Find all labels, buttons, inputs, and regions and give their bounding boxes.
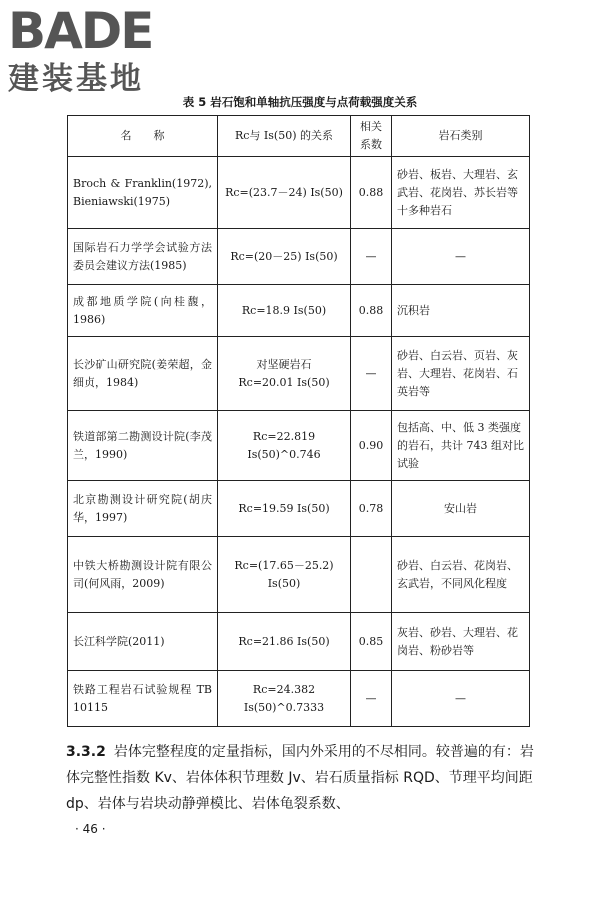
cell-name: 成都地质学院(向桂馥，1986) bbox=[68, 285, 218, 337]
cell-relation: Rc=(17.65－25.2) Is(50) bbox=[218, 537, 351, 613]
cell-coef: 0.78 bbox=[351, 481, 392, 537]
logo-chinese: 建装基地 bbox=[8, 61, 144, 97]
bade-logo bbox=[8, 2, 178, 97]
cell-name: 长沙矿山研究院(姜荣超，金细贞，1984) bbox=[68, 337, 218, 411]
table-row bbox=[68, 157, 530, 229]
cell-rock: 安山岩 bbox=[392, 481, 530, 537]
table-row bbox=[68, 411, 530, 481]
cell-relation-group bbox=[218, 337, 351, 411]
cell-relation: Rc=(20－25) Is(50) bbox=[218, 229, 351, 285]
cell-name: 中铁大桥勘测设计院有限公司(何风雨，2009) bbox=[68, 537, 218, 613]
table-row bbox=[68, 229, 530, 285]
cell-relation: Rc=18.9 Is(50) bbox=[218, 285, 351, 337]
cell-coef: 0.85 bbox=[351, 613, 392, 671]
page-number: · 46 · bbox=[75, 822, 106, 836]
strength-relation-table bbox=[67, 115, 530, 727]
section-paragraph bbox=[66, 739, 534, 817]
table-row bbox=[68, 285, 530, 337]
section-number: 3.3.2 bbox=[66, 744, 106, 760]
header-relation: Rc与 Is(50) 的关系 bbox=[218, 116, 351, 157]
cell-coef bbox=[351, 537, 392, 613]
cell-rock: 砂岩、白云岩、花岗岩、玄武岩，不同风化程度 bbox=[392, 537, 530, 613]
cell-rock: — bbox=[392, 229, 530, 285]
cell-name: Broch & Franklin(1972), Bieniawski(1975) bbox=[68, 157, 218, 229]
table-row bbox=[68, 481, 530, 537]
cell-rock: 沉积岩 bbox=[392, 285, 530, 337]
cell-relation: Rc=19.59 Is(50) bbox=[218, 481, 351, 537]
cell-name: 北京勘测设计研究院(胡庆华，1997) bbox=[68, 481, 218, 537]
cell-name: 国际岩石力学学会试验方法委员会建议方法(1985) bbox=[68, 229, 218, 285]
cell-relation: Rc=(23.7－24) Is(50) bbox=[218, 157, 351, 229]
cell-relation: Rc=24.382 Is(50)^0.7333 bbox=[218, 671, 351, 727]
cell-rock: 砂岩、白云岩、页岩、灰岩、大理岩、花岗岩、石英岩等 bbox=[392, 337, 530, 411]
cell-relation: Rc=20.01 Is(50) bbox=[238, 375, 330, 389]
table-row bbox=[68, 671, 530, 727]
relation-note: 对坚硬岩石 bbox=[256, 357, 312, 371]
cell-coef: — bbox=[351, 337, 392, 411]
logo-word: BADE bbox=[8, 2, 153, 60]
cell-coef: 0.88 bbox=[351, 157, 392, 229]
cell-coef: — bbox=[351, 671, 392, 727]
cell-name: 铁路工程岩石试验规程 TB 10115 bbox=[68, 671, 218, 727]
header-coef: 相关系数 bbox=[351, 116, 392, 157]
cell-coef: 0.88 bbox=[351, 285, 392, 337]
table-row bbox=[68, 613, 530, 671]
cell-rock: 灰岩、砂岩、大理岩、花岗岩、粉砂岩等 bbox=[392, 613, 530, 671]
cell-name: 铁道部第二勘测设计院(李茂兰，1990) bbox=[68, 411, 218, 481]
cell-relation: Rc=21.86 Is(50) bbox=[218, 613, 351, 671]
cell-coef: — bbox=[351, 229, 392, 285]
cell-relation: Rc=22.819 Is(50)^0.746 bbox=[218, 411, 351, 481]
cell-name: 长江科学院(2011) bbox=[68, 613, 218, 671]
header-name: 名 称 bbox=[68, 116, 218, 157]
table-row bbox=[68, 337, 530, 411]
cell-coef: 0.90 bbox=[351, 411, 392, 481]
cell-rock: 砂岩、板岩、大理岩、玄武岩、花岗岩、苏长岩等十多种岩石 bbox=[392, 157, 530, 229]
table-row bbox=[68, 537, 530, 613]
cell-rock: 包括高、中、低 3 类强度的岩石，共计 743 组对比试验 bbox=[392, 411, 530, 481]
section-text: 岩体完整程度的定量指标，国内外采用的不尽相同。较普遍的有：岩体完整性指数 Kv、岩体体积节理数 Jv、岩石质量指标 RQD、节理平均间距 dp、岩体与岩块动静弹模比、岩体龟裂系数、 bbox=[66, 744, 534, 812]
table-caption: 表 5 岩石饱和单轴抗压强度与点荷载强度关系 bbox=[182, 95, 418, 109]
cell-rock: — bbox=[392, 671, 530, 727]
header-rock: 岩石类别 bbox=[392, 116, 530, 157]
